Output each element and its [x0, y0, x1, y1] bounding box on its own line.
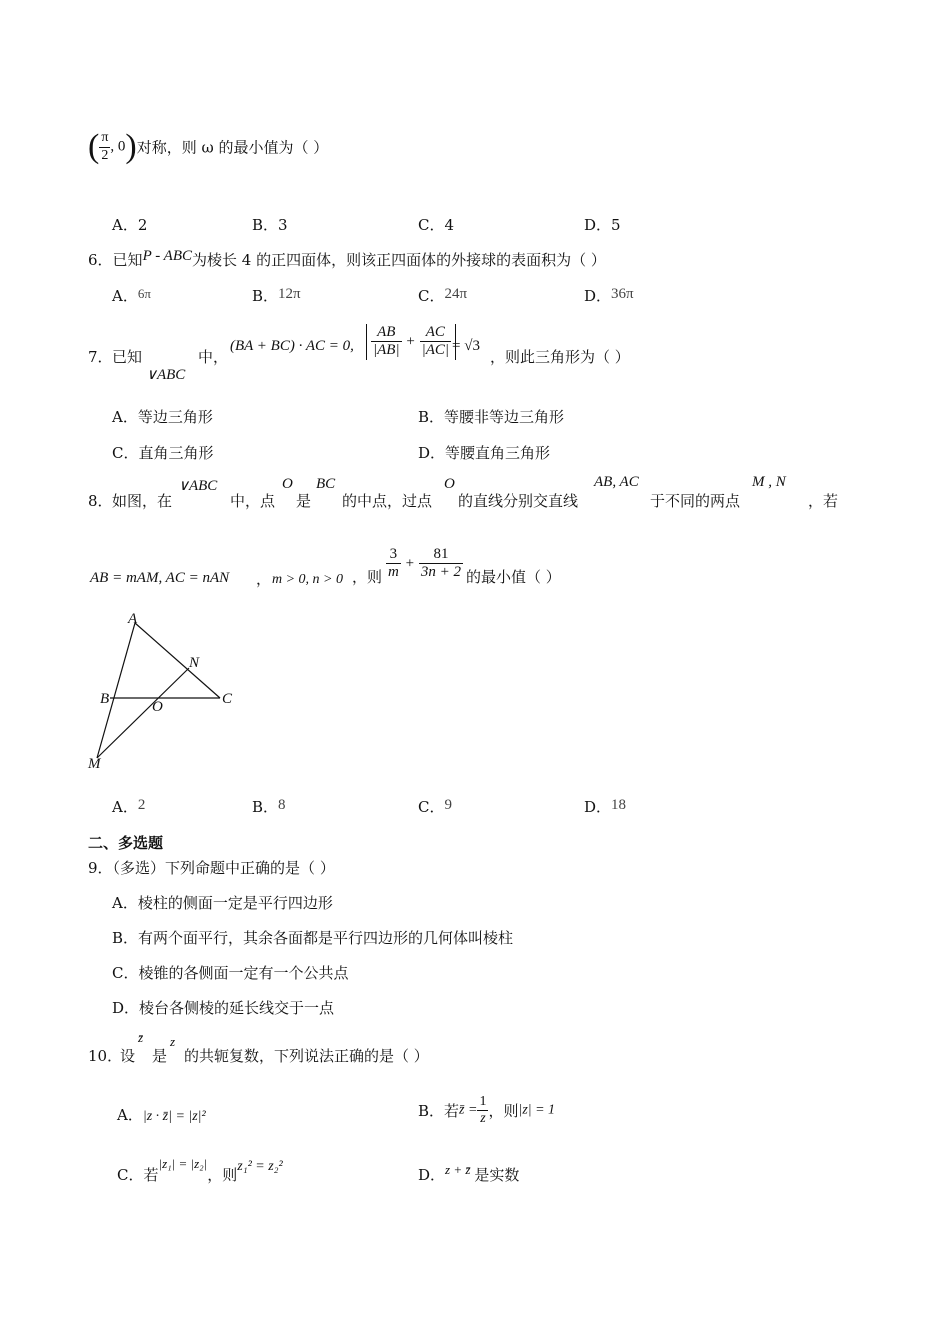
- q10-option-a[interactable]: A．|z · z̄| = |z|²: [117, 1106, 206, 1124]
- q8-number: 8．: [88, 492, 113, 510]
- q10-number: 10．: [88, 1047, 123, 1065]
- fig-label-m: M: [88, 756, 101, 772]
- q7-frac1-num: AB: [371, 324, 402, 342]
- q5-point-den: 2: [101, 147, 109, 163]
- q8-option-b[interactable]: B．8: [252, 797, 286, 816]
- q7-frac2-num: AC: [420, 324, 451, 342]
- q5-point-num: π: [99, 130, 110, 147]
- q7-triangle: ∨ABC: [146, 367, 186, 383]
- q8-option-d[interactable]: D．18: [584, 797, 627, 816]
- fig-label-o: O: [152, 699, 163, 715]
- q5-option-d[interactable]: D．5: [584, 216, 621, 234]
- q9-stem: 9．（多选）下列命题中正确的是（ ）: [88, 859, 335, 877]
- q7-suffix: ，则此三角形为（ ）: [490, 348, 630, 366]
- q8-triangle-figure: [80, 605, 250, 780]
- section-heading: 二、多选题: [88, 834, 164, 852]
- q8-points-mn: M , N: [752, 474, 786, 490]
- q10-option-c[interactable]: C．若|z₁| = |z₂|，则z₁² = z₂²: [117, 1156, 283, 1184]
- q7-option-c[interactable]: C．直角三角形: [112, 444, 214, 462]
- q5-point-rest: , 0: [110, 138, 126, 155]
- q7-option-b[interactable]: B．等腰非等边三角形: [418, 408, 565, 426]
- q6-number: 6．: [88, 251, 113, 269]
- q8-point-o: O: [282, 476, 293, 492]
- q6-option-b[interactable]: B．12π: [252, 286, 301, 305]
- q6-stem: 6．已知P - ABC为棱长 4 的正四面体，则该正四面体的外接球的表面积为（ ）: [88, 248, 606, 269]
- q7-norm-expr: $\frac{AB}{|AB|}$ + $\frac{AC}{|AC|}$: [366, 324, 456, 360]
- q9-option-b[interactable]: B．有两个面平行，其余各面都是平行四边形的几何体叫棱柱: [112, 929, 514, 947]
- q7-eq: = √3: [452, 338, 480, 354]
- q7-cond1: (BA + BC) · AC = 0,: [230, 338, 354, 354]
- q10-zbar: z̄: [138, 1030, 144, 1045]
- q7-number: 7．: [88, 348, 113, 366]
- fig-label-c: C: [222, 691, 233, 707]
- q5-stem: ( $\frac{\pi}{2}$ , 0)对称，则 ω 的最小值为（ ）: [88, 128, 329, 165]
- q9-option-a[interactable]: A．棱柱的侧面一定是平行四边形: [112, 894, 333, 912]
- q6-option-a[interactable]: A．6π: [112, 286, 151, 305]
- q7-frac1-den: |AB|: [373, 342, 400, 359]
- q5-option-a[interactable]: A．2: [112, 216, 148, 234]
- q10-option-b[interactable]: B．若z̄ = $\frac{1}{z}$ ，则|z| = 1: [418, 1094, 556, 1127]
- q8-triangle: ∨ABC: [178, 478, 218, 494]
- q5-text: 对称，则 ω 的最小值为（ ）: [136, 138, 329, 157]
- q7-frac2-den: |AC|: [421, 342, 450, 359]
- q9-option-c[interactable]: C．棱锥的各侧面一定有一个公共点: [112, 964, 349, 982]
- q8-cond: AB = mAM, AC = nAN: [90, 570, 230, 586]
- q8-seg-bc: BC: [316, 476, 336, 492]
- q5-option-c[interactable]: C．4: [418, 216, 455, 234]
- q9-option-d[interactable]: D．棱台各侧棱的延长线交于一点: [112, 999, 335, 1017]
- q10-z: z: [170, 1034, 176, 1049]
- fig-label-b: B: [100, 691, 110, 707]
- q7-option-a[interactable]: A．等边三角形: [112, 408, 213, 426]
- q6-expr: P - ABC: [142, 248, 193, 264]
- q5-option-b[interactable]: B．3: [252, 216, 288, 234]
- q8-lines: AB, AC: [594, 474, 639, 490]
- q6-option-c[interactable]: C．24π: [418, 286, 468, 305]
- q7-prefix: 已知: [112, 348, 143, 366]
- q10-option-d[interactable]: D．z + z̄ 是实数: [418, 1162, 520, 1184]
- q7-mid: 中，: [198, 348, 229, 366]
- fig-label-n: N: [189, 655, 200, 671]
- q8-option-c[interactable]: C．9: [418, 797, 452, 816]
- fig-label-a: A: [128, 611, 138, 627]
- q7-option-d[interactable]: D．等腰直角三角形: [418, 444, 551, 462]
- q8-cond2: m > 0, n > 0: [272, 572, 344, 587]
- q8-expr: $\frac{3}{m}$ + $\frac{81}{3n + 2}$: [388, 546, 461, 581]
- q8-option-a[interactable]: A．2: [112, 797, 146, 816]
- q6-option-d[interactable]: D．36π: [584, 286, 634, 305]
